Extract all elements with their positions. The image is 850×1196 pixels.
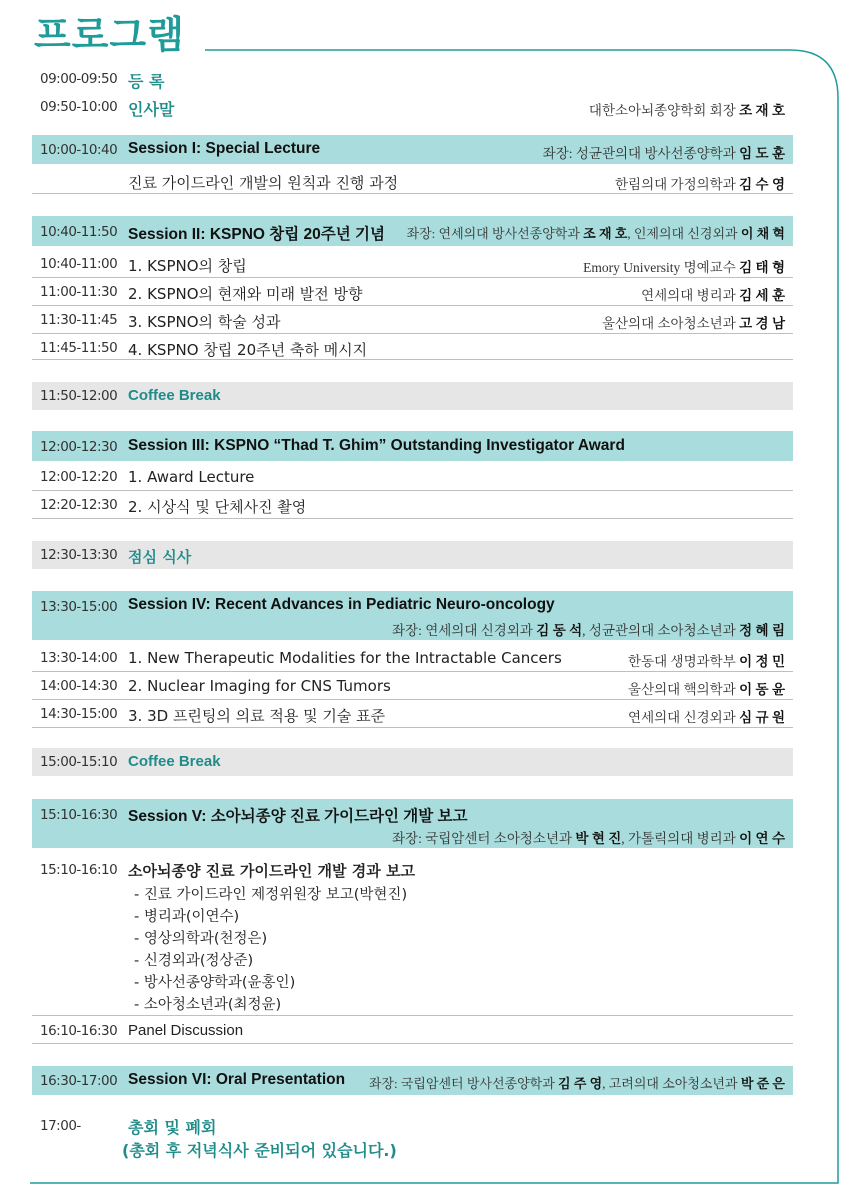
time-label: 17:00- <box>40 1118 81 1134</box>
talk-title: 3. KSPNO의 학술 성과 <box>128 313 281 331</box>
coffee-break-label: Coffee Break <box>128 753 221 770</box>
time-label: 14:00-14:30 <box>40 678 118 694</box>
time-label: 15:10-16:10 <box>40 862 118 878</box>
lunch-label: 점심 식사 <box>128 548 192 566</box>
closing-title: 총회 및 폐회 <box>128 1118 217 1137</box>
session-5-header <box>32 799 793 848</box>
speaker: 한림의대 가정의학과 김 수 영 <box>615 177 785 192</box>
time-label: 11:00-11:30 <box>40 284 118 300</box>
coffee-break-row <box>32 748 793 776</box>
session-title: Session V: 소아뇌종양 진료 가이드라인 개발 보고 <box>128 808 468 825</box>
session-title: Session III: KSPNO “Thad T. Ghim” Outstanding Investigator Award <box>128 437 625 454</box>
schedule-row <box>32 1016 793 1044</box>
schedule-row <box>32 166 793 194</box>
time-label: 09:50-10:00 <box>40 99 118 115</box>
time-label: 15:10-16:30 <box>40 807 118 823</box>
session-2-header <box>32 216 793 246</box>
chair: 좌장: 국립암센터 방사선종양학과 김 주 영, 고려의대 소아청소년과 박 준 은 <box>368 1076 785 1091</box>
time-label: 10:40-11:00 <box>40 256 118 272</box>
report-item: - 신경외과(정상준) <box>134 953 254 969</box>
closing-row <box>32 1114 793 1162</box>
time-label: 16:10-16:30 <box>40 1023 118 1039</box>
time-label: 10:40-11:50 <box>40 224 118 240</box>
schedule-row-registration <box>32 66 793 92</box>
session-title: Session II: KSPNO 창립 20주년 기념 <box>128 226 385 243</box>
speaker: 울산의대 핵의학과 이 동 윤 <box>628 682 785 697</box>
time-label: 11:30-11:45 <box>40 312 118 328</box>
talk-title: Panel Discussion <box>128 1022 244 1039</box>
report-item: - 방사선종양학과(윤홍인) <box>134 975 296 991</box>
chair: 좌장: 연세의대 방사선종양학과 조 재 호, 인제의대 신경외과 이 채 혁 <box>406 226 785 241</box>
coffee-break-label: Coffee Break <box>128 387 221 404</box>
time-label: 12:00-12:20 <box>40 469 118 485</box>
schedule-row <box>32 644 793 672</box>
time-label: 16:30-17:00 <box>40 1073 118 1089</box>
speaker: 한동대 생명과학부 이 정 민 <box>628 654 785 669</box>
page-title: 프로그램 <box>34 13 185 57</box>
schedule-row <box>32 250 793 278</box>
talk-title: 1. Award Lecture <box>128 468 255 486</box>
time-label: 14:30-15:00 <box>40 706 118 722</box>
speaker: 대한소아뇌종양학회 회장 조 재 호 <box>588 103 785 118</box>
session-title: Session IV: Recent Advances in Pediatric Neuro-oncology <box>128 596 555 613</box>
chair: 좌장: 성균관의대 방사선종양학과 임 도 훈 <box>542 146 785 161</box>
schedule-row <box>32 334 793 360</box>
report-item: - 영상의학과(천정은) <box>134 931 268 947</box>
schedule-row-greeting <box>32 94 793 120</box>
session-1-header <box>32 135 793 164</box>
time-label: 12:30-13:30 <box>40 547 118 563</box>
report-item: - 병리과(이연수) <box>134 909 240 925</box>
time-label: 12:20-12:30 <box>40 497 118 513</box>
session-4-header <box>32 591 793 640</box>
session-3-header <box>32 431 793 461</box>
session-title: Session I: Special Lecture <box>128 140 321 157</box>
speaker: 연세의대 신경외과 심 규 원 <box>628 710 785 725</box>
talk-title: 진료 가이드라인 개발의 원칙과 진행 과정 <box>128 174 399 192</box>
talk-title: 1. KSPNO의 창립 <box>128 257 247 275</box>
talk-title: 1. New Therapeutic Modalities for the Intractable Cancers <box>128 649 562 667</box>
talk-title: 2. Nuclear Imaging for CNS Tumors <box>128 677 391 695</box>
time-label: 09:00-09:50 <box>40 71 118 87</box>
report-item: - 소아청소년과(최정윤) <box>134 997 282 1013</box>
coffee-break-row <box>32 382 793 410</box>
lunch-row <box>32 541 793 569</box>
schedule-row <box>32 306 793 334</box>
session-6-header <box>32 1066 793 1095</box>
schedule-row <box>32 491 793 519</box>
time-label: 15:00-15:10 <box>40 754 118 770</box>
session-title: Session VI: Oral Presentation <box>128 1071 346 1088</box>
speaker: Emory University 명예교수 김 태 형 <box>583 260 785 275</box>
talk-title: 2. KSPNO의 현재와 미래 발전 방향 <box>128 285 363 303</box>
time-label: 13:30-15:00 <box>40 599 118 615</box>
report-item: - 진료 가이드라인 제정위원장 보고(박현진) <box>134 887 408 903</box>
schedule-row <box>32 672 793 700</box>
time-label: 10:00-10:40 <box>40 142 118 158</box>
speaker: 연세의대 병리과 김 세 훈 <box>641 288 785 303</box>
time-label: 11:45-11:50 <box>40 340 118 356</box>
chair: 좌장: 연세의대 신경외과 김 동 석, 성균관의대 소아청소년과 정 혜 림 <box>392 623 785 638</box>
talk-title: 4. KSPNO 창립 20주년 축하 메시지 <box>128 341 368 359</box>
time-label: 13:30-14:00 <box>40 650 118 666</box>
registration-label: 등 록 <box>128 72 165 91</box>
talk-title: 2. 시상식 및 단체사진 촬영 <box>128 498 307 516</box>
schedule-row <box>32 463 793 491</box>
closing-note: (총회 후 저녁식사 준비되어 있습니다.) <box>122 1141 397 1160</box>
time-label: 12:00-12:30 <box>40 439 118 455</box>
chair: 좌장: 국립암센터 소아청소년과 박 현 진, 가톨릭의대 병리과 이 연 수 <box>392 831 785 846</box>
schedule-row <box>32 700 793 728</box>
talk-title: 소아뇌종양 진료 가이드라인 개발 경과 보고 <box>128 862 415 880</box>
schedule-row-guideline-report <box>32 856 793 1016</box>
speaker: 울산의대 소아청소년과 고 경 남 <box>601 316 785 331</box>
talk-title: 3. 3D 프린팅의 의료 적용 및 기술 표준 <box>128 707 386 725</box>
greeting-label: 인사말 <box>128 100 175 119</box>
schedule-row <box>32 278 793 306</box>
time-label: 11:50-12:00 <box>40 388 118 404</box>
